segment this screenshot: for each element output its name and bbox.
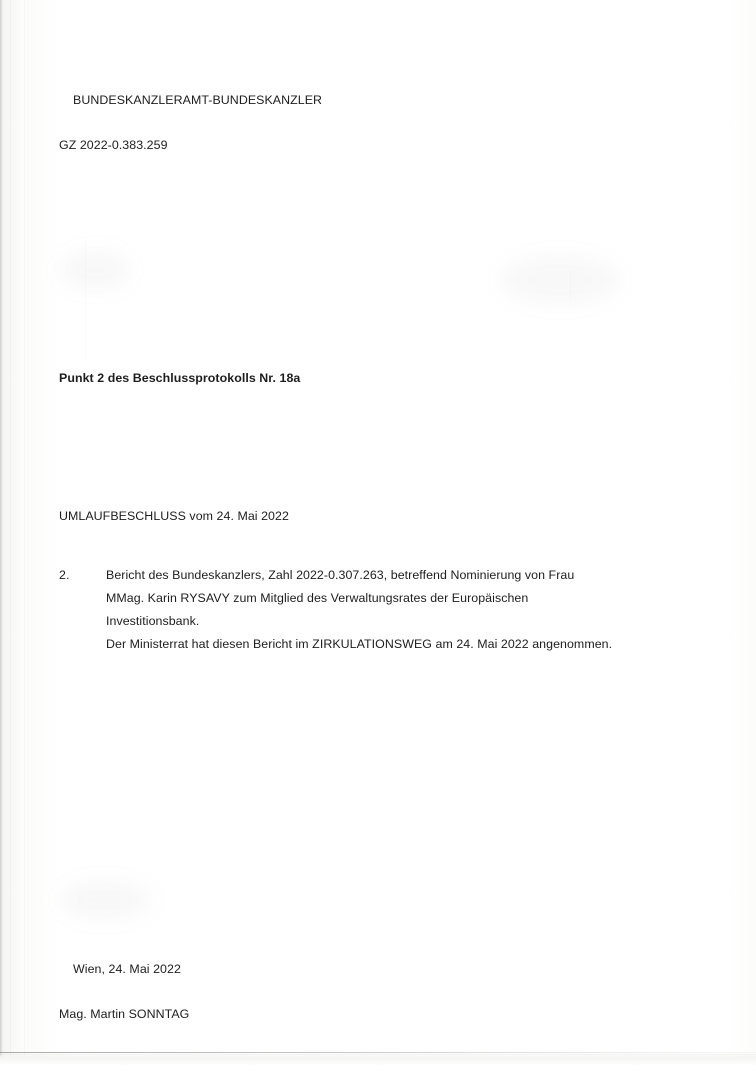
decision-type-line: UMLAUFBESCHLUSS vom 24. Mai 2022 bbox=[59, 509, 289, 523]
item-number: 2. bbox=[59, 568, 70, 582]
header-reference: GZ 2022-0.383.259 bbox=[59, 138, 168, 153]
item-text-line: Bericht des Bundeskanzlers, Zahl 2022-0.307.263, betreffend Nominierung von Frau bbox=[106, 568, 575, 582]
signature-name: Mag. Martin SONNTAG bbox=[59, 1007, 190, 1022]
item-text-line: Der Ministerrat hat diesen Bericht im ZIRKULATIONSWEG am 24. Mai 2022 angenommen. bbox=[106, 636, 613, 651]
item-text-line: MMag. Karin RYSAVY zum Mitglied des Verwaltungsrates der Europäischen bbox=[106, 590, 529, 605]
header-organisation: BUNDESKANZLERAMT-BUNDESKANZLER bbox=[73, 92, 323, 107]
item-text-line: Investitionsbank. bbox=[106, 613, 200, 628]
signature-place-date: Wien, 24. Mai 2022 bbox=[73, 961, 181, 976]
page-bottom-fade bbox=[0, 1052, 756, 1066]
item-text bbox=[106, 564, 706, 656]
page-title: Punkt 2 des Beschlussprotokolls Nr. 18a bbox=[59, 371, 301, 385]
document-header bbox=[59, 66, 322, 203]
